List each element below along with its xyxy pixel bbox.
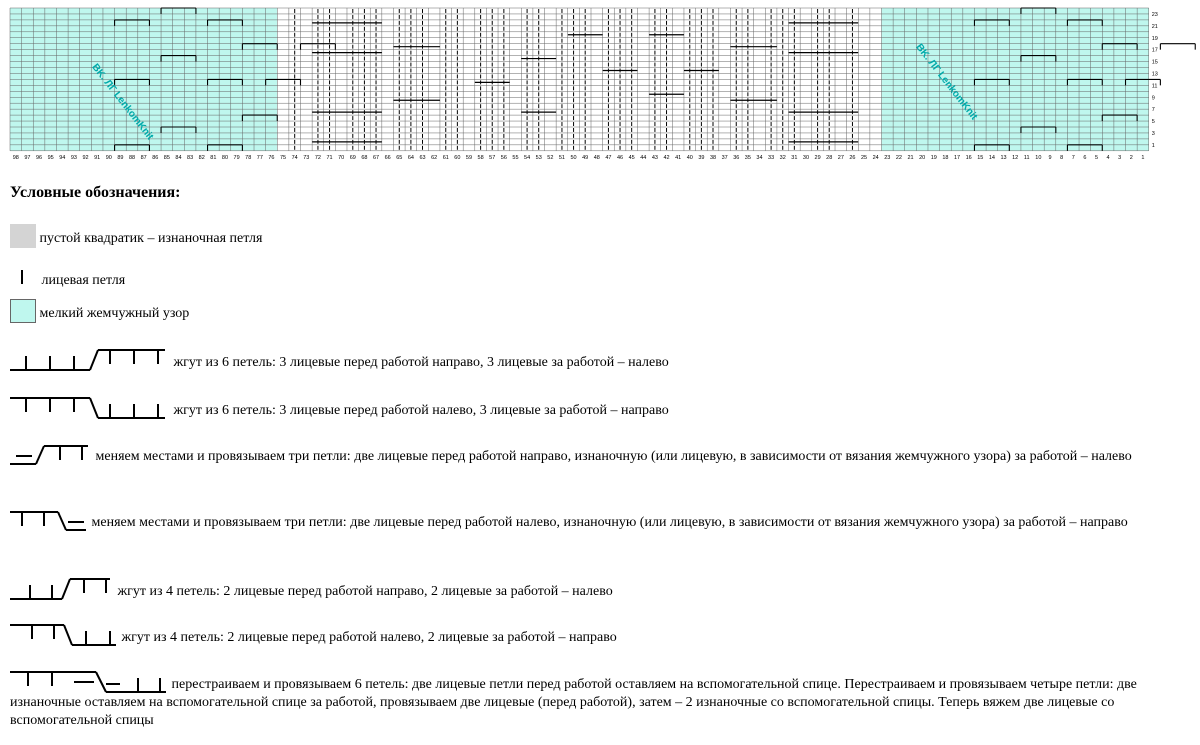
column-label: 20 bbox=[919, 154, 926, 161]
column-label: 11 bbox=[1023, 154, 1030, 161]
legend-item-cable6-right bbox=[10, 348, 669, 372]
row-label: 7 bbox=[1151, 107, 1155, 114]
column-label: 44 bbox=[640, 154, 647, 161]
column-label: 57 bbox=[489, 154, 496, 161]
swap3-right-symbol bbox=[10, 444, 92, 466]
swap3-left-symbol bbox=[10, 510, 88, 532]
row-label: 23 bbox=[1151, 11, 1158, 18]
row-label: 15 bbox=[1151, 59, 1158, 66]
column-label: 55 bbox=[512, 154, 519, 161]
column-label: 29 bbox=[814, 154, 821, 161]
column-label: 13 bbox=[1000, 154, 1007, 161]
column-label: 41 bbox=[675, 154, 682, 161]
legend-item-text: мелкий жемчужный узор bbox=[39, 306, 190, 321]
column-label: 52 bbox=[547, 154, 554, 161]
legend-item-cable4-right bbox=[10, 577, 613, 601]
column-label: 73 bbox=[303, 154, 310, 161]
column-label: 87 bbox=[140, 154, 147, 161]
column-label: 84 bbox=[175, 154, 182, 161]
column-label: 56 bbox=[500, 154, 507, 161]
column-label: 37 bbox=[721, 154, 728, 161]
column-label: 10 bbox=[1035, 154, 1042, 161]
column-label: 70 bbox=[338, 154, 345, 161]
column-label: 19 bbox=[930, 154, 937, 161]
column-label: 89 bbox=[117, 154, 124, 161]
column-label: 48 bbox=[593, 154, 600, 161]
column-label: 63 bbox=[419, 154, 426, 161]
column-label: 91 bbox=[94, 154, 101, 161]
column-label: 42 bbox=[663, 154, 670, 161]
column-label: 61 bbox=[442, 154, 449, 161]
column-label: 72 bbox=[314, 154, 321, 161]
row-label: 17 bbox=[1151, 47, 1158, 54]
column-label: 83 bbox=[187, 154, 194, 161]
column-label: 50 bbox=[570, 154, 577, 161]
column-label: 79 bbox=[233, 154, 240, 161]
legend-item-swap3-left bbox=[10, 510, 1190, 532]
column-label: 96 bbox=[35, 154, 43, 161]
column-label: 1 bbox=[1141, 154, 1145, 161]
row-label: 3 bbox=[1151, 130, 1155, 137]
column-label: 23 bbox=[884, 154, 891, 161]
column-label: 60 bbox=[454, 154, 461, 161]
watermark-right: BK. ЛГ LenkomKnit bbox=[913, 42, 980, 123]
column-label: 31 bbox=[791, 154, 798, 161]
column-label: 76 bbox=[268, 154, 275, 161]
column-label: 14 bbox=[988, 154, 995, 161]
row-label: 1 bbox=[1151, 142, 1155, 149]
column-label: 35 bbox=[744, 154, 751, 161]
column-label: 71 bbox=[326, 154, 333, 161]
column-label: 22 bbox=[895, 154, 902, 161]
column-label: 38 bbox=[709, 154, 717, 161]
column-label: 7 bbox=[1071, 154, 1075, 161]
column-label: 17 bbox=[953, 154, 961, 161]
column-label: 62 bbox=[431, 154, 438, 161]
column-label: 75 bbox=[280, 154, 287, 161]
column-label: 68 bbox=[361, 154, 368, 161]
legend-item-knit bbox=[10, 268, 125, 290]
column-label: 9 bbox=[1048, 154, 1052, 161]
column-label: 36 bbox=[733, 154, 740, 161]
cable6-right-symbol bbox=[10, 348, 170, 372]
column-label: 82 bbox=[198, 154, 205, 161]
column-label: 2 bbox=[1129, 154, 1133, 161]
legend-item-cable6-left bbox=[10, 396, 669, 420]
row-label: 5 bbox=[1151, 119, 1155, 126]
column-label: 21 bbox=[907, 154, 914, 161]
column-label: 45 bbox=[628, 154, 635, 161]
column-label: 78 bbox=[245, 154, 252, 161]
legend-item-purl bbox=[10, 224, 262, 248]
column-label: 27 bbox=[837, 154, 844, 161]
watermark-left: BK. ЛГ LenkomKnit bbox=[89, 62, 156, 143]
cable4-left-symbol bbox=[10, 623, 118, 647]
legend-item-swap3-right bbox=[10, 444, 1190, 466]
column-label: 28 bbox=[826, 154, 833, 161]
knit-symbol bbox=[10, 268, 38, 290]
column-label: 15 bbox=[977, 154, 984, 161]
column-label: 81 bbox=[210, 154, 217, 161]
column-label: 34 bbox=[756, 154, 763, 161]
column-label: 59 bbox=[465, 154, 473, 161]
column-label: 86 bbox=[152, 154, 159, 161]
column-label: 88 bbox=[128, 154, 136, 161]
knitting-chart bbox=[0, 0, 1200, 165]
column-label: 66 bbox=[384, 154, 391, 161]
column-label: 98 bbox=[12, 154, 19, 161]
row-label: 11 bbox=[1151, 83, 1158, 90]
column-label: 24 bbox=[872, 154, 879, 161]
column-label: 5 bbox=[1094, 154, 1099, 161]
legend-title: Условные обозначения: bbox=[10, 184, 181, 201]
column-label: 3 bbox=[1118, 154, 1122, 161]
column-label: 90 bbox=[105, 154, 112, 161]
legend-item-text: пустой квадратик – изнаночная петля bbox=[39, 231, 263, 246]
column-label: 93 bbox=[70, 154, 77, 161]
column-label: 6 bbox=[1083, 154, 1087, 161]
column-label: 92 bbox=[82, 154, 89, 161]
column-label: 85 bbox=[163, 154, 170, 161]
column-label: 94 bbox=[59, 154, 66, 161]
column-label: 40 bbox=[686, 154, 693, 161]
column-label: 30 bbox=[802, 154, 810, 161]
purl-symbol bbox=[10, 224, 36, 248]
row-label: 9 bbox=[1151, 95, 1155, 102]
column-label: 69 bbox=[349, 154, 356, 161]
seed-symbol bbox=[10, 299, 36, 323]
legend-item-text: жгут из 6 петель: 3 лицевые перед работой налево, 3 лицевые за работой – направо bbox=[173, 403, 669, 418]
column-label: 74 bbox=[291, 154, 298, 161]
legend-item-text: жгут из 4 петель: 2 лицевые перед работой налево, 2 лицевые за работой – направо bbox=[121, 630, 617, 645]
row-label: 21 bbox=[1151, 23, 1158, 30]
column-label: 64 bbox=[407, 154, 414, 161]
column-label: 97 bbox=[24, 154, 31, 161]
row-label: 19 bbox=[1151, 35, 1158, 42]
row-label: 13 bbox=[1151, 71, 1158, 78]
column-label: 67 bbox=[372, 154, 380, 161]
legend-item-text: меняем местами и провязываем три петли: две лицевые перед работой направо, изнаночную (или лицевую, в зависимости от вязания жемчужного узора) за работой – налево bbox=[95, 449, 1132, 464]
legend-item-cable4-left bbox=[10, 623, 617, 647]
column-label: 12 bbox=[1012, 154, 1019, 161]
column-label: 25 bbox=[861, 154, 868, 161]
column-label: 77 bbox=[256, 154, 263, 161]
cable6-left-symbol bbox=[10, 396, 170, 420]
column-label: 58 bbox=[477, 154, 484, 161]
legend-item-text: жгут из 4 петель: 2 лицевые перед работой направо, 2 лицевые за работой – налево bbox=[117, 584, 613, 599]
column-label: 32 bbox=[779, 154, 786, 161]
column-label: 49 bbox=[582, 154, 589, 161]
legend-item-rearrange6 bbox=[10, 670, 1190, 730]
column-label: 39 bbox=[698, 154, 705, 161]
column-label: 65 bbox=[396, 154, 403, 161]
column-label: 16 bbox=[965, 154, 972, 161]
column-label: 33 bbox=[768, 154, 775, 161]
legend-item-text: лицевая петля bbox=[41, 273, 126, 288]
legend-item-seed bbox=[10, 299, 189, 323]
column-label: 54 bbox=[524, 154, 531, 161]
column-label: 95 bbox=[47, 154, 54, 161]
column-label: 8 bbox=[1060, 154, 1064, 161]
rearrange6-symbol bbox=[10, 670, 168, 694]
column-label: 18 bbox=[942, 154, 949, 161]
cable4-right-symbol bbox=[10, 577, 114, 601]
column-label: 46 bbox=[616, 154, 624, 161]
legend-item-text: меняем местами и провязываем три петли: две лицевые перед работой налево, изнаночную (или лицевую, в зависимости от вязания жемчужного узора) за работой – направо bbox=[91, 515, 1128, 530]
column-label: 26 bbox=[849, 154, 856, 161]
column-label: 80 bbox=[221, 154, 229, 161]
column-label: 53 bbox=[535, 154, 542, 161]
legend-item-text: жгут из 6 петель: 3 лицевые перед работой направо, 3 лицевые за работой – налево bbox=[173, 355, 669, 370]
column-label: 51 bbox=[558, 154, 566, 161]
column-label: 47 bbox=[605, 154, 612, 161]
column-label: 4 bbox=[1106, 154, 1110, 161]
legend-item-text: перестраиваем и провязываем 6 петель: две лицевые петли перед работой оставляем на вспомогательной спице. Перестраиваем и провязываем четыре петли: две изнаночные оставляем на вспомогательной спице за работой, провязываем две лицевые (перед работой), затем – 2 изнаночные со вспомогательной спицы. Теперь вяжем две лицевые со вспомогательной спицы bbox=[10, 677, 1137, 728]
column-label: 43 bbox=[651, 154, 658, 161]
